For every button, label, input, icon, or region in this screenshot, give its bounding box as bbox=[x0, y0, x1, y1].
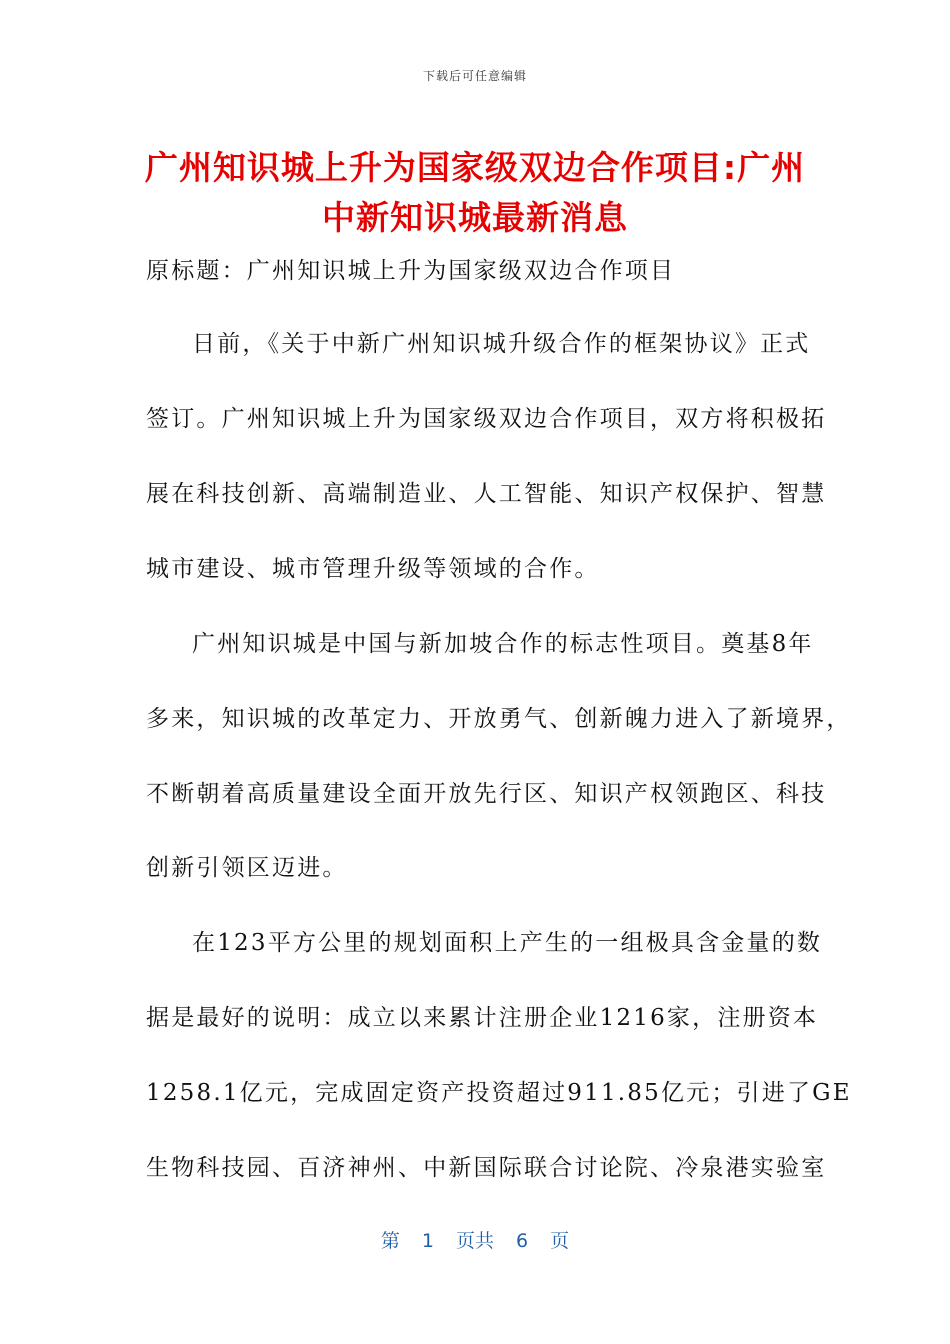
body-line: 签订。广州知识城上升为国家级双边合作项目，双方将积极拓 bbox=[146, 406, 827, 432]
body-line: 广州知识城是中国与新加坡合作的标志性项目。奠基8年 bbox=[192, 631, 814, 657]
header-note: 下载后可任意编辑 bbox=[422, 69, 527, 83]
body-line: 1258.1亿元，完成固定资产投资超过911.85亿元；引进了GE bbox=[146, 1080, 852, 1106]
body-line: 城市建设、城市管理升级等领域的合作。 bbox=[146, 556, 600, 582]
title-line-2: 中新知识城最新消息 bbox=[322, 198, 628, 237]
body-line: 日前，《关于中新广州知识城升级合作的框架协议》正式 bbox=[192, 331, 811, 357]
footer-total-pages: 6 bbox=[516, 1230, 529, 1252]
title-line-1: 广州知识城上升为国家级双边合作项目:广州 bbox=[144, 148, 806, 187]
body-line: 创新引领区迈进。 bbox=[146, 855, 348, 881]
body-line: 展在科技创新、高端制造业、人工智能、知识产权保护、智慧 bbox=[146, 481, 827, 507]
footer-current-page: 1 bbox=[421, 1230, 434, 1252]
footer-label-end: 页 bbox=[550, 1230, 570, 1252]
body-line-original-title: 原标题：广州知识城上升为国家级双边合作项目 bbox=[146, 258, 676, 284]
body-line: 据是最好的说明：成立以来累计注册企业1216家，注册资本 bbox=[146, 1005, 819, 1031]
body-line: 多来，知识城的改革定力、开放勇气、创新魄力进入了新境界， bbox=[146, 706, 852, 732]
body-line: 不断朝着高质量建设全面开放先行区、知识产权领跑区、科技 bbox=[146, 781, 827, 807]
footer-label-page: 第 bbox=[380, 1230, 400, 1252]
page-footer bbox=[0, 1226, 950, 1253]
document-title bbox=[100, 143, 850, 243]
body-line: 生物科技园、百济神州、中新国际联合讨论院、冷泉港实验室 bbox=[146, 1155, 827, 1181]
footer-label-total: 页共 bbox=[455, 1230, 494, 1252]
body-line: 在123平方公里的规划面积上产生的一组极具含金量的数 bbox=[192, 930, 823, 956]
